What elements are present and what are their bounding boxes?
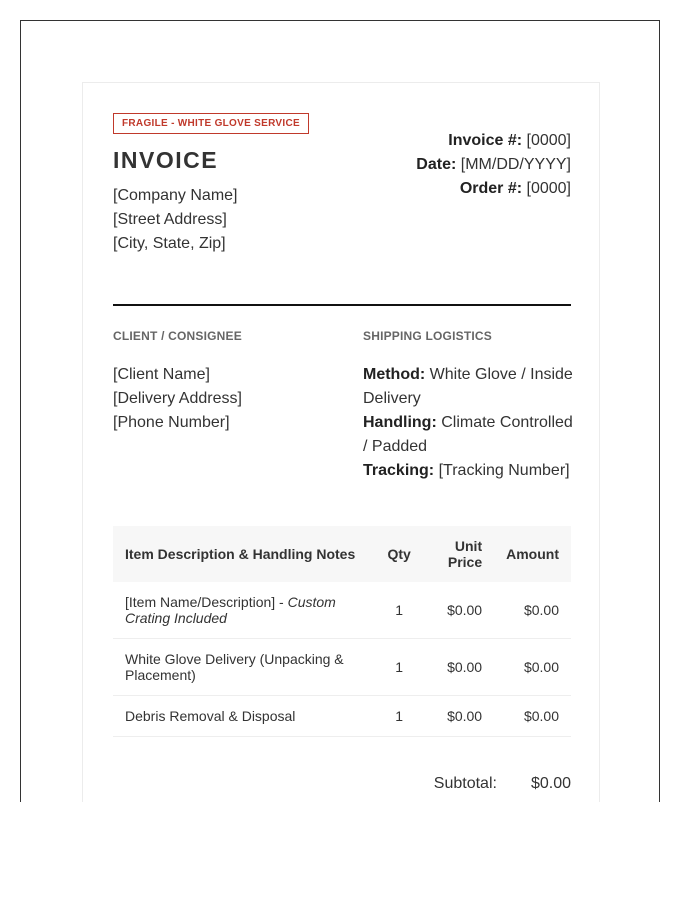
- invoice-number-value: [0000]: [526, 132, 571, 149]
- shipping-section: [363, 329, 573, 483]
- shipping-handling-label: Handling:: [363, 414, 437, 431]
- header-divider: [113, 304, 571, 306]
- client-phone: [Phone Number]: [113, 414, 230, 431]
- fragile-badge: FRAGILE - WHITE GLOVE SERVICE: [113, 113, 309, 134]
- invoice-title: INVOICE: [113, 147, 219, 173]
- row-amount: $0.00: [494, 582, 571, 639]
- row-qty: 1: [374, 696, 424, 737]
- invoice-sheet: [82, 82, 600, 802]
- subtotal-label: Subtotal:: [433, 775, 497, 792]
- table-row: [113, 696, 571, 737]
- table-row: [113, 639, 571, 696]
- client-details: [113, 363, 343, 435]
- item-note: Custom Crating Included: [125, 594, 336, 626]
- invoice-number-label: Invoice #:: [448, 132, 523, 149]
- shipping-handling-value: Climate Controlled / Padded: [363, 414, 573, 455]
- invoice-content: [113, 113, 573, 792]
- row-qty: 1: [374, 582, 424, 639]
- row-description: White Glove Delivery (Unpacking & Placement): [113, 639, 374, 696]
- client-section: [113, 329, 343, 435]
- company-street: [Street Address]: [113, 211, 227, 228]
- header-amount: Amount: [494, 526, 571, 582]
- subtotal-value: $0.00: [530, 775, 571, 792]
- row-amount: $0.00: [494, 639, 571, 696]
- order-number-label: Order #:: [459, 180, 523, 197]
- line-items-table: [113, 526, 571, 737]
- invoice-date-value: [MM/DD/YYYY]: [460, 156, 571, 173]
- table-header-row: [113, 526, 571, 582]
- header-qty: Qty: [374, 526, 424, 582]
- client-address: [Delivery Address]: [113, 390, 242, 407]
- invoice-date-label: Date:: [416, 156, 457, 173]
- row-description: [113, 582, 374, 639]
- shipping-method-label: Method:: [363, 366, 426, 383]
- shipping-handling: [363, 411, 573, 459]
- shipping-tracking-value: [Tracking Number]: [438, 462, 570, 479]
- row-unit-price: $0.00: [424, 582, 494, 639]
- shipping-tracking-label: Tracking:: [363, 462, 435, 479]
- order-number-line: [416, 177, 571, 201]
- row-amount: $0.00: [494, 696, 571, 737]
- order-number-value: [0000]: [526, 180, 571, 197]
- item-description: [Item Name/Description] -: [125, 594, 288, 610]
- invoice-number-line: [416, 129, 571, 153]
- shipping-heading: SHIPPING LOGISTICS: [363, 329, 492, 343]
- company-name: [Company Name]: [113, 187, 238, 204]
- subtotal-line: [434, 775, 571, 793]
- shipping-method: [363, 363, 573, 411]
- client-heading: CLIENT / CONSIGNEE: [113, 329, 242, 343]
- invoice-date-line: [416, 153, 571, 177]
- client-name: [Client Name]: [113, 366, 210, 383]
- page-frame: [20, 20, 660, 802]
- shipping-tracking: [363, 459, 573, 483]
- company-city: [City, State, Zip]: [113, 235, 226, 252]
- row-unit-price: $0.00: [424, 639, 494, 696]
- row-description: Debris Removal & Disposal: [113, 696, 374, 737]
- table-row: [113, 582, 571, 639]
- shipping-details: [363, 363, 573, 483]
- header-description: Item Description & Handling Notes: [113, 526, 374, 582]
- invoice-meta: [416, 129, 571, 201]
- shipping-method-value: White Glove / Inside Delivery: [363, 366, 573, 407]
- row-qty: 1: [374, 639, 424, 696]
- header-unit-price: Unit Price: [424, 526, 494, 582]
- row-unit-price: $0.00: [424, 696, 494, 737]
